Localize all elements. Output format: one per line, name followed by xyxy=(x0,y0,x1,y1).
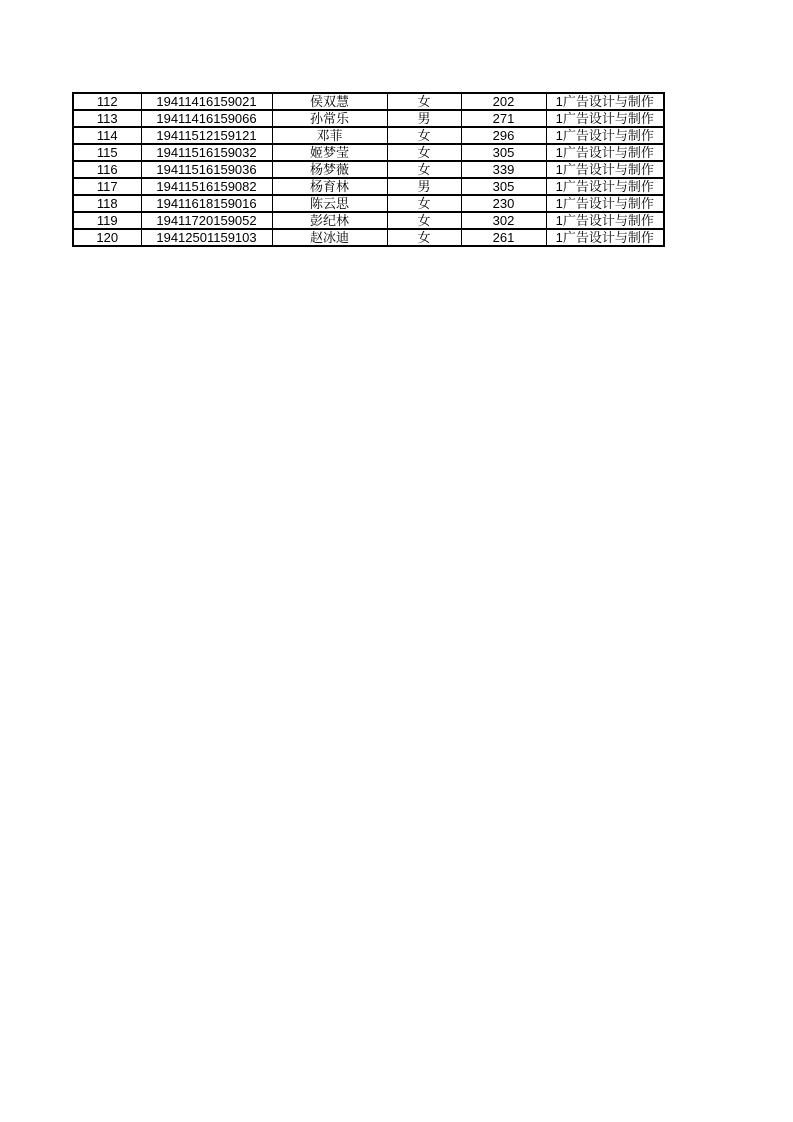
cell-exam-id: 19411416159021 xyxy=(141,93,272,110)
cell-score: 202 xyxy=(461,93,546,110)
cell-score: 302 xyxy=(461,212,546,229)
cell-exam-id: 19411516159082 xyxy=(141,178,272,195)
cell-student-name: 赵冰迪 xyxy=(272,229,387,246)
cell-gender: 女 xyxy=(387,212,461,229)
cell-student-name: 姬梦莹 xyxy=(272,144,387,161)
cell-row-number: 119 xyxy=(73,212,141,229)
table-row xyxy=(73,178,664,195)
cell-student-name: 杨育林 xyxy=(272,178,387,195)
cell-student-name: 彭纪林 xyxy=(272,212,387,229)
cell-row-number: 116 xyxy=(73,161,141,178)
cell-score: 305 xyxy=(461,144,546,161)
cell-major: 1广告设计与制作 xyxy=(546,127,664,144)
table-row xyxy=(73,161,664,178)
cell-gender: 男 xyxy=(387,178,461,195)
cell-student-name: 陈云思 xyxy=(272,195,387,212)
cell-major: 1广告设计与制作 xyxy=(546,110,664,127)
cell-student-name: 孙常乐 xyxy=(272,110,387,127)
cell-exam-id: 19412501159103 xyxy=(141,229,272,246)
cell-row-number: 120 xyxy=(73,229,141,246)
cell-row-number: 112 xyxy=(73,93,141,110)
cell-gender: 女 xyxy=(387,229,461,246)
table-row xyxy=(73,195,664,212)
cell-row-number: 118 xyxy=(73,195,141,212)
cell-exam-id: 19411618159016 xyxy=(141,195,272,212)
cell-row-number: 113 xyxy=(73,110,141,127)
table-row xyxy=(73,110,664,127)
cell-score: 230 xyxy=(461,195,546,212)
cell-major: 1广告设计与制作 xyxy=(546,93,664,110)
cell-gender: 女 xyxy=(387,127,461,144)
cell-gender: 男 xyxy=(387,110,461,127)
cell-score: 296 xyxy=(461,127,546,144)
cell-gender: 女 xyxy=(387,161,461,178)
cell-score: 339 xyxy=(461,161,546,178)
cell-exam-id: 19411516159032 xyxy=(141,144,272,161)
table-row xyxy=(73,93,664,110)
cell-row-number: 117 xyxy=(73,178,141,195)
cell-exam-id: 19411516159036 xyxy=(141,161,272,178)
cell-gender: 女 xyxy=(387,144,461,161)
table-row xyxy=(73,127,664,144)
cell-major: 1广告设计与制作 xyxy=(546,195,664,212)
table-row xyxy=(73,144,664,161)
cell-exam-id: 19411416159066 xyxy=(141,110,272,127)
cell-student-name: 邓菲 xyxy=(272,127,387,144)
cell-gender: 女 xyxy=(387,195,461,212)
cell-exam-id: 19411720159052 xyxy=(141,212,272,229)
cell-student-name: 侯双慧 xyxy=(272,93,387,110)
cell-major: 1广告设计与制作 xyxy=(546,178,664,195)
cell-major: 1广告设计与制作 xyxy=(546,212,664,229)
cell-row-number: 115 xyxy=(73,144,141,161)
table-row xyxy=(73,212,664,229)
student-score-table-body xyxy=(73,93,664,246)
cell-score: 261 xyxy=(461,229,546,246)
cell-score: 271 xyxy=(461,110,546,127)
cell-student-name: 杨梦薇 xyxy=(272,161,387,178)
cell-gender: 女 xyxy=(387,93,461,110)
cell-score: 305 xyxy=(461,178,546,195)
cell-major: 1广告设计与制作 xyxy=(546,144,664,161)
cell-major: 1广告设计与制作 xyxy=(546,161,664,178)
student-score-table xyxy=(72,92,665,247)
cell-exam-id: 19411512159121 xyxy=(141,127,272,144)
cell-major: 1广告设计与制作 xyxy=(546,229,664,246)
table-row xyxy=(73,229,664,246)
cell-row-number: 114 xyxy=(73,127,141,144)
